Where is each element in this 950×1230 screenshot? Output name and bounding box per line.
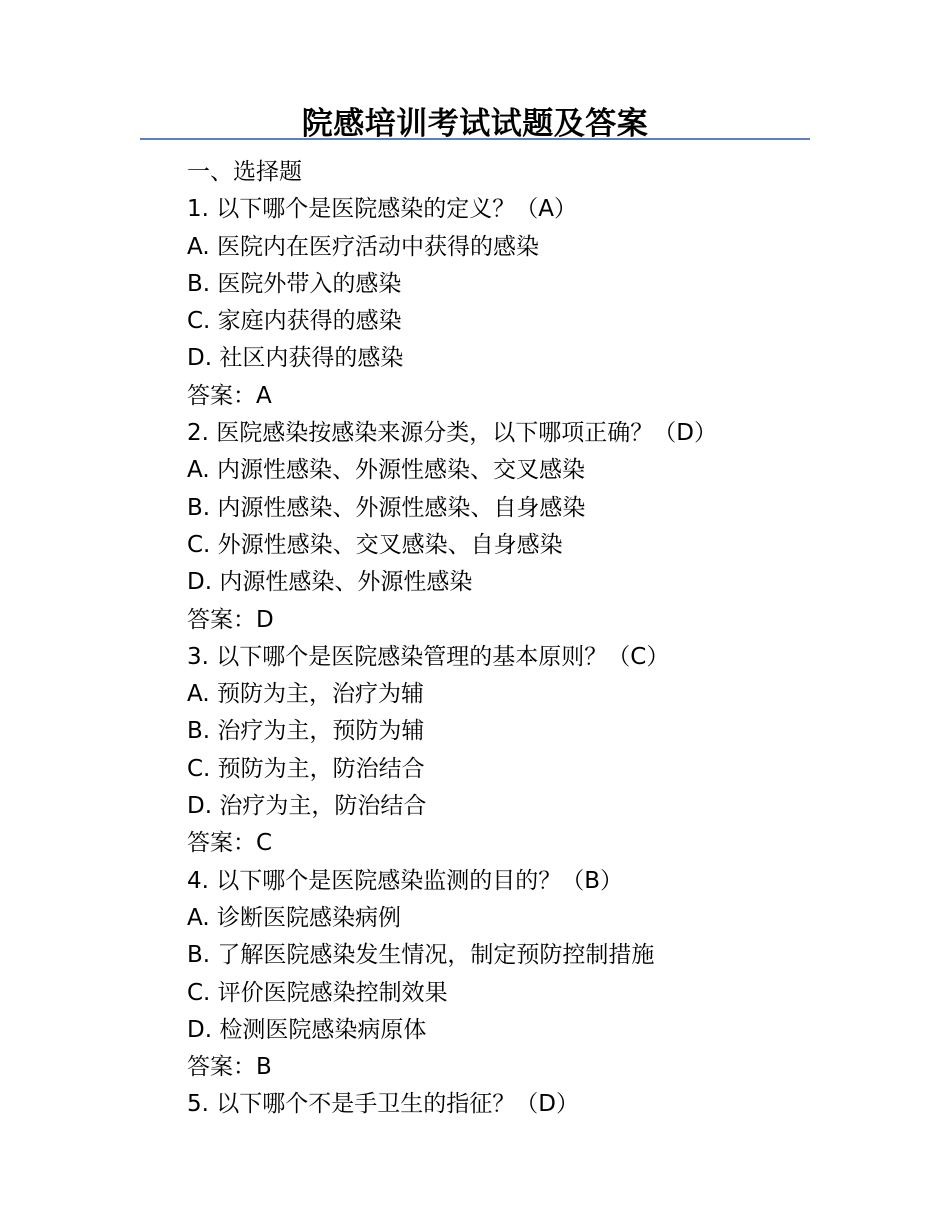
answer-line: 答案：D: [187, 606, 274, 633]
option-d: D. 检测医院感染病原体: [187, 1016, 427, 1043]
option-b: B. 医院外带入的感染: [187, 270, 402, 297]
title-underline: [140, 138, 810, 140]
question-text: 3. 以下哪个是医院感染管理的基本原则？（C）: [187, 643, 670, 670]
option-d: D. 治疗为主，防治结合: [187, 793, 427, 820]
section-heading: 一、选择题: [187, 159, 302, 185]
question-block-1: [187, 191, 827, 415]
question-text: 2. 医院感染按感染来源分类，以下哪项正确？（D）: [187, 420, 717, 447]
option-a: A. 预防为主，治疗为辅: [187, 681, 424, 708]
question-block-5: [187, 1086, 827, 1123]
question-text: 1. 以下哪个是医院感染的定义？（A）: [187, 196, 577, 223]
option-b: B. 了解医院感染发生情况，制定预防控制措施: [187, 942, 655, 969]
question-block-3: [187, 639, 827, 863]
answer-line: 答案：C: [187, 830, 273, 857]
answer-line: 答案：B: [187, 1054, 272, 1081]
option-d: D. 社区内获得的感染: [187, 345, 404, 372]
option-b: B. 治疗为主，预防为辅: [187, 718, 425, 745]
option-a: A. 内源性感染、外源性感染、交叉感染: [187, 457, 585, 484]
option-a: A. 医院内在医疗活动中获得的感染: [187, 233, 539, 260]
document-title: 院感培训考试试题及答案: [301, 106, 649, 142]
question-text: 5. 以下哪个不是手卫生的指征？（D）: [187, 1091, 579, 1118]
question-block-4: [187, 863, 827, 1087]
question-block-2: [187, 415, 827, 639]
option-c: C. 评价医院感染控制效果: [187, 979, 448, 1006]
document-body: [187, 154, 827, 1124]
answer-line: 答案：A: [187, 382, 272, 409]
option-c: C. 家庭内获得的感染: [187, 308, 402, 335]
option-a: A. 诊断医院感染病例: [187, 904, 401, 931]
option-c: C. 预防为主，防治结合: [187, 755, 425, 782]
option-c: C. 外源性感染、交叉感染、自身感染: [187, 531, 563, 558]
option-b: B. 内源性感染、外源性感染、自身感染: [187, 494, 586, 521]
option-d: D. 内源性感染、外源性感染: [187, 569, 473, 596]
question-text: 4. 以下哪个是医院感染监测的目的？（B）: [187, 867, 624, 894]
